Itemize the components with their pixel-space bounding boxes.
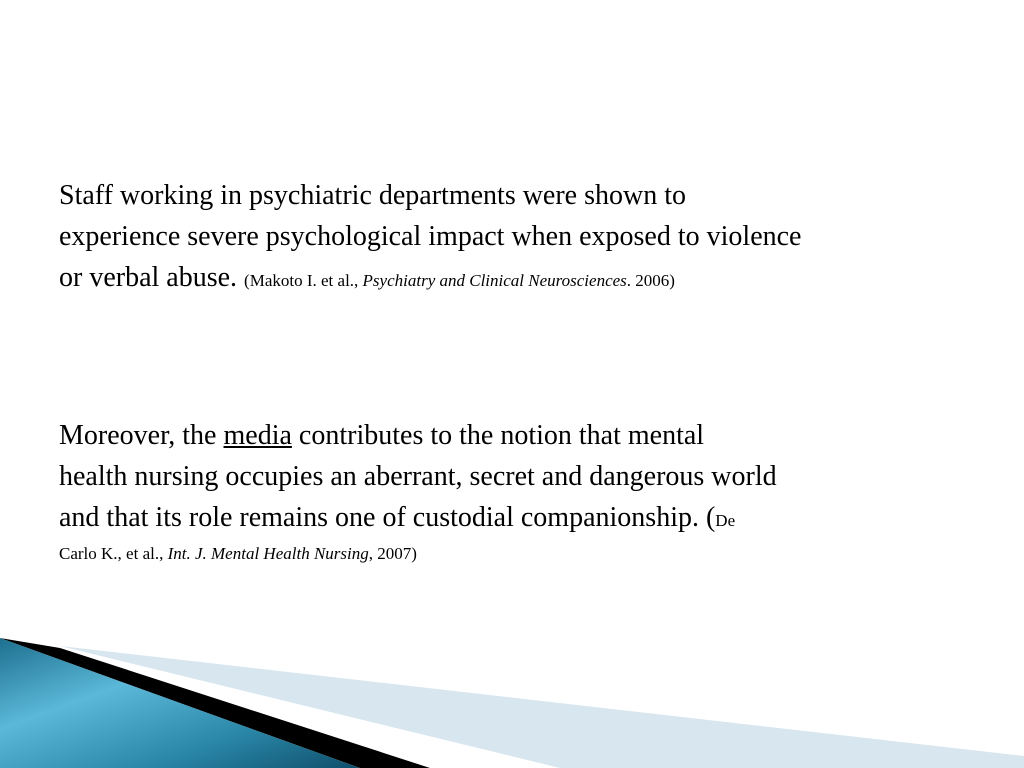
citation-de-carlo bbox=[59, 541, 979, 567]
citation-makoto-year: . 2006) bbox=[626, 271, 675, 290]
paragraph-2-line-3-text: and that its role remains one of custodial companionship. ( bbox=[59, 502, 716, 533]
paragraph-psychiatric-staff bbox=[59, 175, 979, 301]
paragraph-1-line-2: experience severe psychological impact when exposed to violence bbox=[59, 221, 802, 252]
citation-makoto-journal: Psychiatry and Clinical Neurosciences bbox=[362, 271, 627, 290]
paragraph-2-line-3 bbox=[59, 497, 979, 541]
paragraph-1-line-3-text: or verbal abuse. bbox=[59, 262, 238, 293]
citation-makoto bbox=[244, 271, 675, 290]
decorative-swoosh bbox=[0, 638, 1024, 768]
paragraph-2-line-1-start: Moreover, the bbox=[59, 420, 224, 451]
paragraph-2-line-1-end: contributes to the notion that mental bbox=[291, 420, 705, 451]
paragraph-2-line-2: health nursing occupies an aberrant, secret and dangerous world bbox=[59, 461, 777, 492]
citation-de-carlo-first: De bbox=[715, 511, 736, 530]
media-link[interactable]: media bbox=[223, 420, 292, 451]
paragraph-media bbox=[59, 415, 979, 567]
citation-de-carlo-journal: Int. J. Mental Health Nursing bbox=[167, 544, 369, 563]
paragraph-2-line-1 bbox=[59, 415, 979, 456]
citation-makoto-author: (Makoto I. et al., bbox=[244, 271, 363, 290]
citation-de-carlo-year: , 2007) bbox=[368, 544, 417, 563]
citation-de-carlo-author: Carlo K., et al., bbox=[59, 544, 168, 563]
paragraph-1-line-3 bbox=[59, 257, 979, 301]
paragraph-1-line-1: Staff working in psychiatric departments were shown to bbox=[59, 180, 687, 211]
